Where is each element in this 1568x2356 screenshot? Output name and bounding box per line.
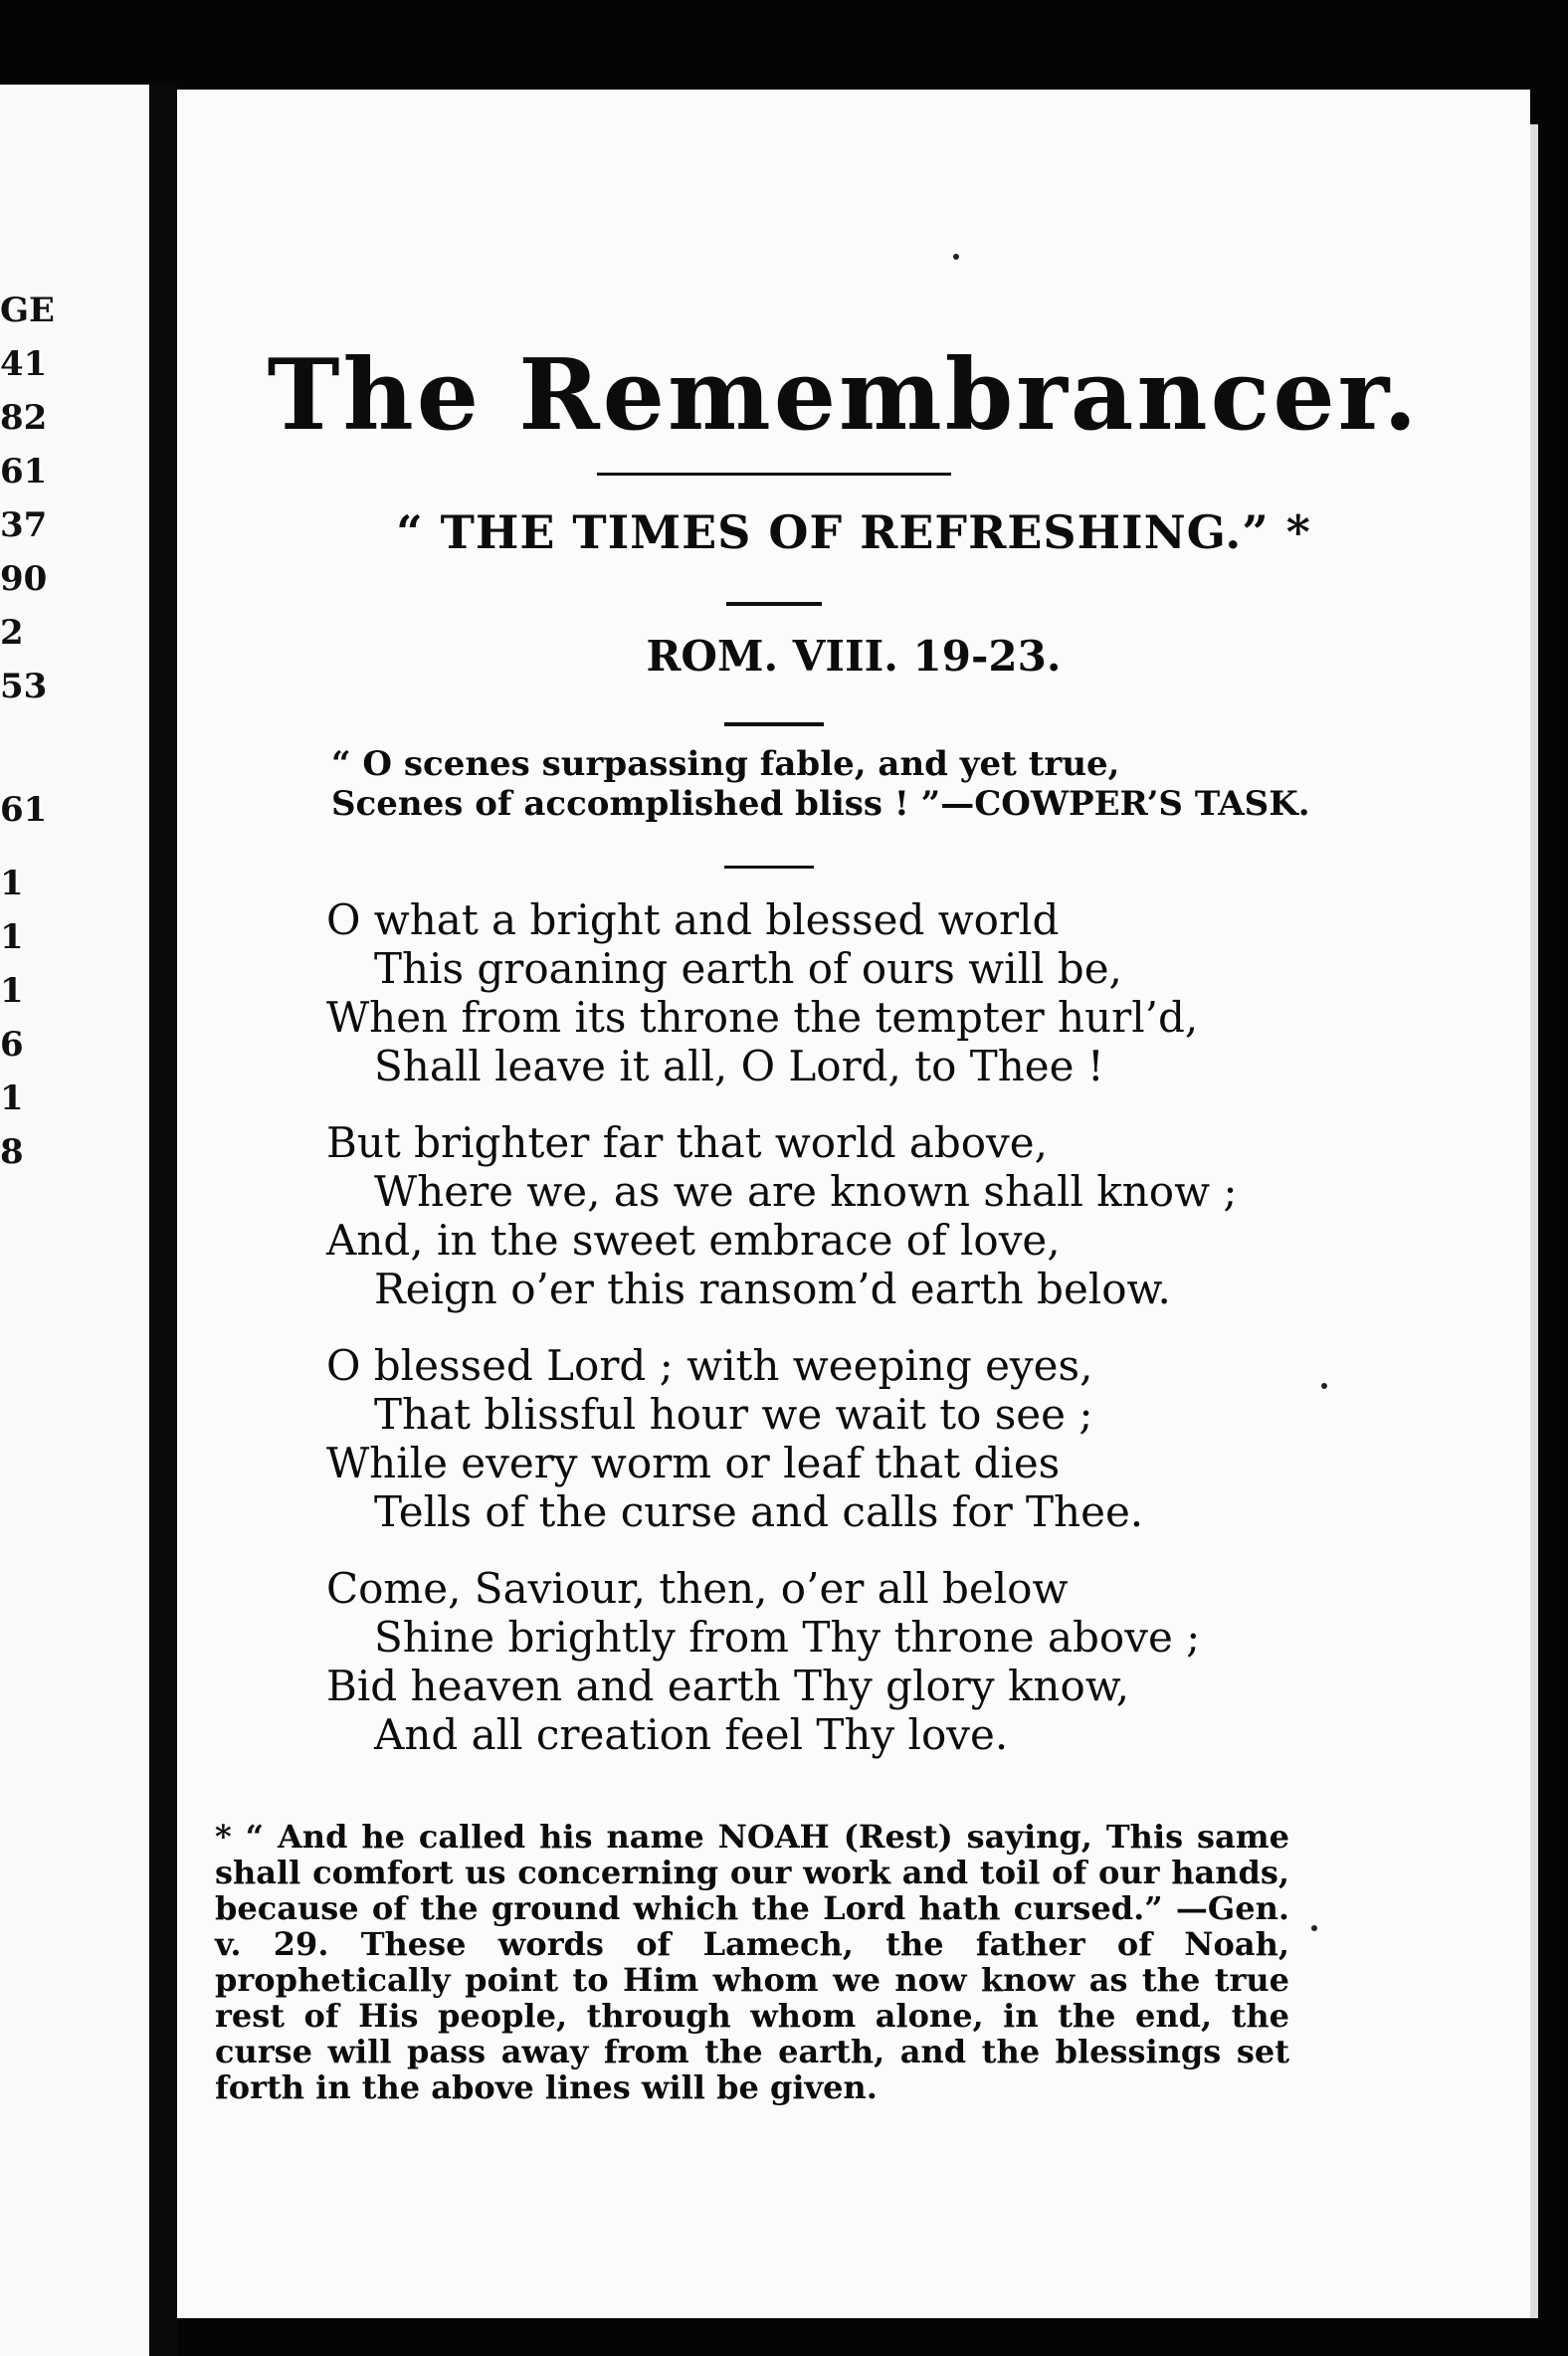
footnote: * “ And he called his name NOAH (Rest) saying, This same shall comfort us concerning our work and toil of our hands, because of the ground which the Lord hath cursed.” —Gen. v. 29. These words of Lamech, the father of Noah, prophetically point to Him whom we now know as the true rest of His people, through whom alone, in the end, the curse will pass away from the earth, and the blessings set forth in the above lines will be given. xyxy=(215,1818,1289,2106)
verse-line: And, in the sweet embrace of love, xyxy=(326,1216,1061,1265)
epigraph-line: “ O scenes surpassing fable, and yet true, xyxy=(331,744,1120,784)
stanza xyxy=(326,1118,1238,1313)
verse-line: Shall leave it all, O Lord, to Thee ! xyxy=(374,1042,1104,1090)
margin-number: GE xyxy=(0,291,55,330)
margin-number: 2 xyxy=(0,613,24,653)
scripture-reference: ROM. VIII. 19-23. xyxy=(646,632,1062,681)
title-rule xyxy=(597,473,951,476)
margin-number: 1 xyxy=(0,917,24,957)
verse-line: Come, Saviour, then, o’er all below xyxy=(326,1564,1069,1613)
verse-line: This groaning earth of ours will be, xyxy=(374,944,1122,993)
verse-line: But brighter far that world above, xyxy=(326,1118,1048,1167)
short-rule xyxy=(724,722,824,726)
margin-number: 61 xyxy=(0,452,48,491)
page-edge xyxy=(1530,124,1538,2318)
margin-number: 90 xyxy=(0,559,48,599)
verse-line: Bid heaven and earth Thy glory know, xyxy=(326,1662,1130,1710)
poem xyxy=(326,895,1238,1787)
short-rule xyxy=(726,602,822,606)
epigraph xyxy=(331,744,1310,824)
book-page xyxy=(177,90,1530,2318)
verse-line: O what a bright and blessed world xyxy=(326,895,1060,944)
margin-number: 1 xyxy=(0,971,24,1011)
page-title: The Remembrancer. xyxy=(267,338,1421,453)
epigraph-line: Scenes of accomplished bliss ! ”—COWPER’S TASK. xyxy=(331,784,1310,824)
facing-page-margin-numbers xyxy=(0,284,60,1179)
verse-line: Reign o’er this ransom’d earth below. xyxy=(374,1265,1171,1313)
margin-number: 1 xyxy=(0,864,24,903)
poem-title: “ THE TIMES OF REFRESHING.” * xyxy=(396,505,1311,559)
margin-number: 37 xyxy=(0,505,48,545)
margin-number: 8 xyxy=(0,1132,24,1172)
verse-line: Shine brightly from Thy throne above ; xyxy=(374,1613,1201,1662)
print-speck xyxy=(953,254,959,260)
verse-line: Tells of the curse and calls for Thee. xyxy=(374,1487,1144,1536)
stanza xyxy=(326,895,1238,1090)
verse-line: That blissful hour we wait to see ; xyxy=(374,1390,1093,1439)
verse-line: While every worm or leaf that dies xyxy=(326,1439,1061,1487)
margin-number: 41 xyxy=(0,344,48,384)
margin-number: 6 xyxy=(0,1025,24,1065)
print-speck xyxy=(1311,1925,1317,1931)
print-speck xyxy=(1321,1383,1327,1389)
margin-number: 53 xyxy=(0,667,48,706)
verse-line: When from its throne the tempter hurl’d, xyxy=(326,993,1199,1042)
margin-number: 82 xyxy=(0,398,48,438)
margin-number: 1 xyxy=(0,1079,24,1118)
short-rule xyxy=(724,866,814,869)
verse-line: And all creation feel Thy love. xyxy=(374,1710,1009,1759)
stanza xyxy=(326,1564,1238,1759)
margin-number: 61 xyxy=(0,790,48,830)
verse-line: O blessed Lord ; with weeping eyes, xyxy=(326,1341,1093,1390)
verse-line: Where we, as we are known shall know ; xyxy=(374,1167,1238,1216)
stanza xyxy=(326,1341,1238,1536)
